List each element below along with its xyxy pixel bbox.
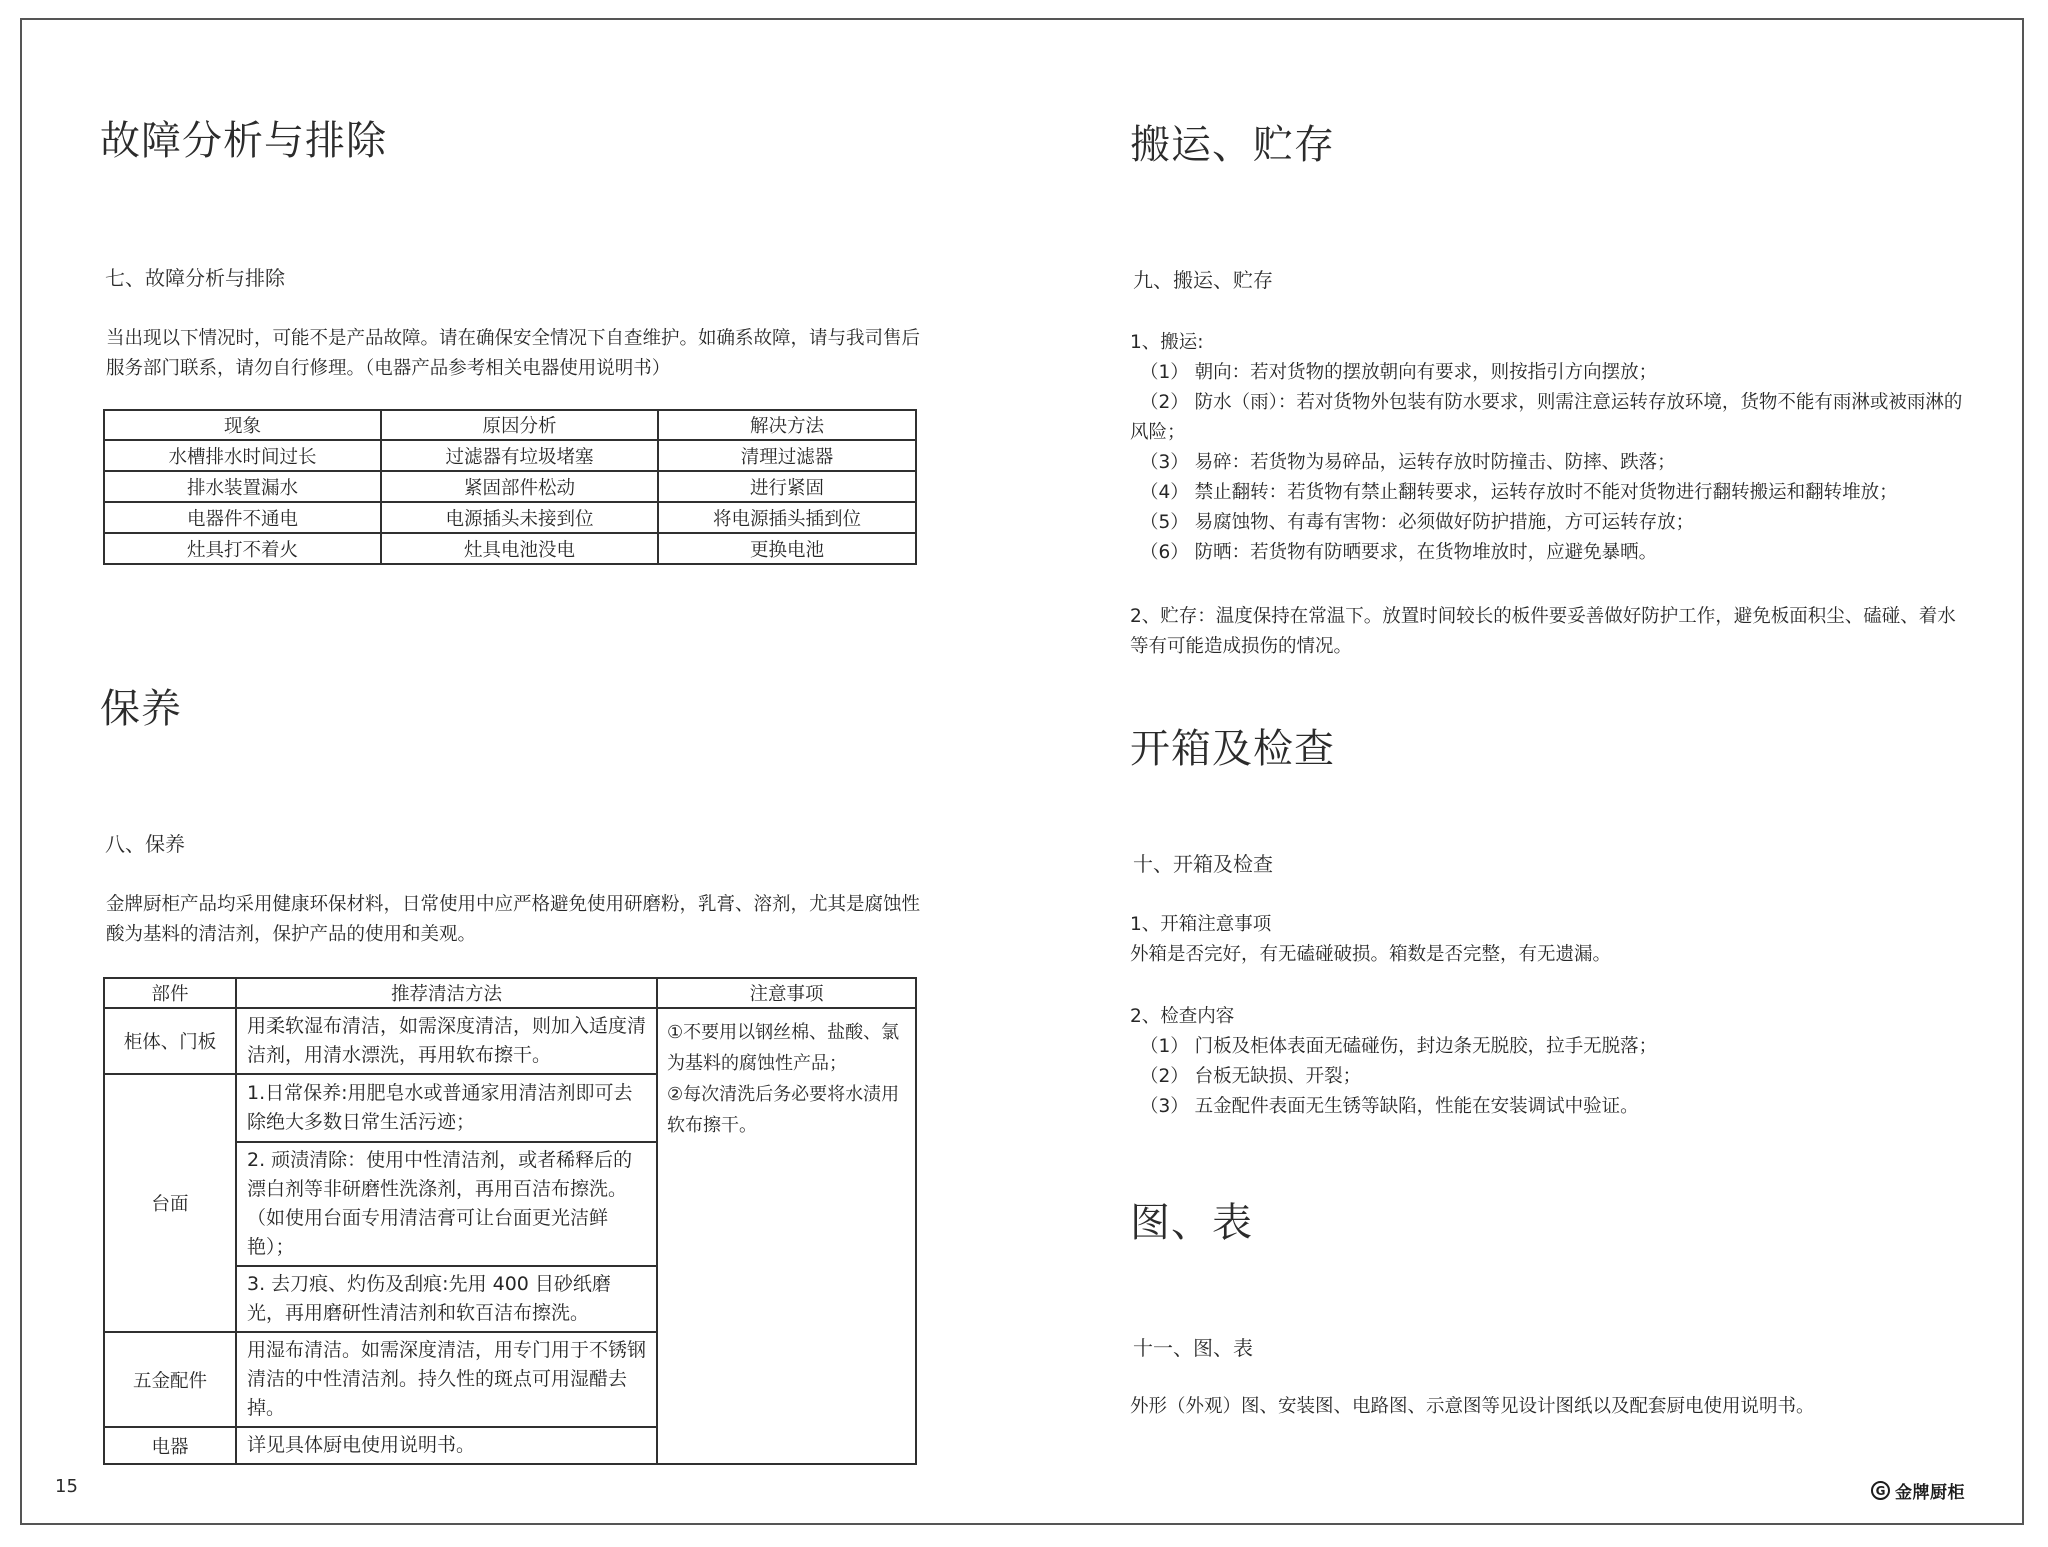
care-method: 1.日常保养:用肥皂水或普通家用清洁剂即可去除绝大多数日常生活污迹；: [236, 1074, 657, 1142]
page-number: 15: [55, 1476, 78, 1497]
fault-table-header-row: [104, 410, 916, 440]
brand-g-icon: G: [1871, 1481, 1890, 1500]
fault-col-header: 现象: [104, 410, 381, 440]
care-method: 3. 去刀痕、灼伤及刮痕:先用 400 目砂纸磨光，再用磨研性清洁剂和软百洁布擦洗。: [236, 1266, 657, 1332]
transport-title: 搬运、贮存: [1130, 122, 1335, 168]
figures-title: 图、表: [1130, 1200, 1253, 1246]
care-method: 用柔软湿布清洁，如需深度清洁，则加入适度清洁剂，用清水漂洗，再用软布擦干。: [236, 1008, 657, 1074]
transport-storage: 2、贮存：温度保持在常温下。放置时间较长的板件要妥善做好防护工作，避免板面积尘、磕碰、着水等有可能造成损伤的情况。: [1130, 606, 1956, 657]
fault-cell: 更换电池: [658, 533, 916, 564]
transport-item: （1） 朝向：若对货物的摆放朝向有要求，则按指引方向摆放；: [1140, 362, 1658, 383]
table-row: [104, 533, 916, 564]
table-row: [104, 502, 916, 533]
part-label: 电器: [104, 1427, 236, 1464]
transport-item: （5） 易腐蚀物、有毒有害物：必须做好防护措施，方可运转存放；: [1140, 512, 1695, 533]
fault-cell: 紧固部件松动: [381, 471, 658, 502]
care-note: ②每次清洗后务必要将水渍用软布擦干。: [667, 1084, 900, 1136]
check-item: （3） 五金配件表面无生锈等缺陷，性能在安装调试中验证。: [1140, 1096, 1639, 1117]
unbox-title: 开箱及检查: [1130, 726, 1335, 772]
table-row: [104, 1008, 916, 1074]
transport-item: （3） 易碎：若货物为易碎品，运转存放时防撞击、防摔、跌落；: [1140, 452, 1676, 473]
fault-title: 故障分析与排除: [100, 118, 387, 164]
transport-list: [1130, 328, 1970, 568]
fault-intro: 当出现以下情况时，可能不是产品故障。请在确保安全情况下自查维护。如确系故障，请与我司售后服务部门联系，请勿自行修理。（电器产品参考相关电器使用说明书）: [106, 328, 921, 379]
part-label: 五金配件: [104, 1332, 236, 1427]
figures-body: 外形（外观）图、安装图、电路图、示意图等见设计图纸以及配套厨电使用说明书。: [1130, 1396, 1815, 1417]
care-method: 用湿布清洁。如需深度清洁，用专门用于不锈钢清洁的中性清洁剂。持久性的斑点可用湿醋去掉。: [236, 1332, 657, 1427]
care-note: ①不要用以钢丝棉、盐酸、氯为基料的腐蚀性产品；: [667, 1022, 900, 1074]
fault-cell: 进行紧固: [658, 471, 916, 502]
care-section-heading: 八、保养: [105, 832, 185, 856]
fault-cell: 排水装置漏水: [104, 471, 381, 502]
care-method: 2. 顽渍清除：使用中性清洁剂，或者稀释后的漂白剂等非研磨性洗涤剂，再用百洁布擦洗。（如使用台面专用清洁膏可让台面更光洁鲜艳）；: [236, 1142, 657, 1266]
unbox-check-label: 2、检查内容: [1130, 1006, 1235, 1027]
fault-cell: 电源插头未接到位: [381, 502, 658, 533]
care-notes-cell: [657, 1008, 916, 1464]
part-label: 台面: [104, 1074, 236, 1332]
table-row: [104, 471, 916, 502]
fault-cell: 水槽排水时间过长: [104, 440, 381, 471]
check-item: （2） 台板无缺损、开裂；: [1140, 1066, 1362, 1087]
brand-logo: [1871, 1478, 1965, 1503]
fault-cell: 清理过滤器: [658, 440, 916, 471]
transport-section-heading: 九、搬运、贮存: [1133, 268, 1273, 292]
care-title: 保养: [100, 686, 182, 732]
figures-section-heading: 十一、图、表: [1133, 1336, 1253, 1360]
brand-name: 金牌厨柜: [1895, 1483, 1965, 1503]
unbox-check-block: [1130, 1002, 1970, 1122]
fault-col-header: 解决方法: [658, 410, 916, 440]
transport-move-label: 1、搬运:: [1130, 332, 1204, 353]
fault-cell: 将电源插头插到位: [658, 502, 916, 533]
transport-item: （4） 禁止翻转：若货物有禁止翻转要求，运转存放时不能对货物进行翻转搬运和翻转堆放；: [1140, 482, 1898, 503]
transport-item: （6） 防晒：若货物有防晒要求，在货物堆放时，应避免暴晒。: [1140, 542, 1658, 563]
unbox-section-heading: 十、开箱及检查: [1133, 852, 1273, 876]
unbox-note-block: [1130, 910, 1970, 970]
fault-cell: 过滤器有垃圾堵塞: [381, 440, 658, 471]
care-method: 详见具体厨电使用说明书。: [236, 1427, 657, 1464]
care-col-header: 注意事项: [657, 978, 916, 1008]
care-table: [103, 977, 917, 1465]
check-item: （1） 门板及柜体表面无磕碰伤，封边条无脱胶，拉手无脱落；: [1140, 1036, 1658, 1057]
fault-cell: 灶具电池没电: [381, 533, 658, 564]
care-intro: 金牌厨柜产品均采用健康环保材料，日常使用中应严格避免使用研磨粉，乳膏、溶剂，尤其是腐蚀性酸为基料的清洁剂，保护产品的使用和美观。: [106, 894, 921, 945]
table-row: [104, 440, 916, 471]
fault-cell: 电器件不通电: [104, 502, 381, 533]
fault-table: [103, 409, 917, 565]
transport-item: （2） 防水（雨）：若对货物外包装有防水要求，则需注意运转存放环境，货物不能有雨淋或被雨淋的风险；: [1130, 392, 1963, 443]
care-table-header-row: [104, 978, 916, 1008]
part-label: 柜体、门板: [104, 1008, 236, 1074]
unbox-note-label: 1、开箱注意事项: [1130, 914, 1272, 935]
fault-col-header: 原因分析: [381, 410, 658, 440]
fault-section-heading: 七、故障分析与排除: [105, 266, 285, 290]
fault-cell: 灶具打不着火: [104, 533, 381, 564]
unbox-note-body: 外箱是否完好，有无磕碰破损。箱数是否完整，有无遗漏。: [1130, 944, 1612, 965]
care-col-header: 推荐清洁方法: [236, 978, 657, 1008]
care-col-header: 部件: [104, 978, 236, 1008]
